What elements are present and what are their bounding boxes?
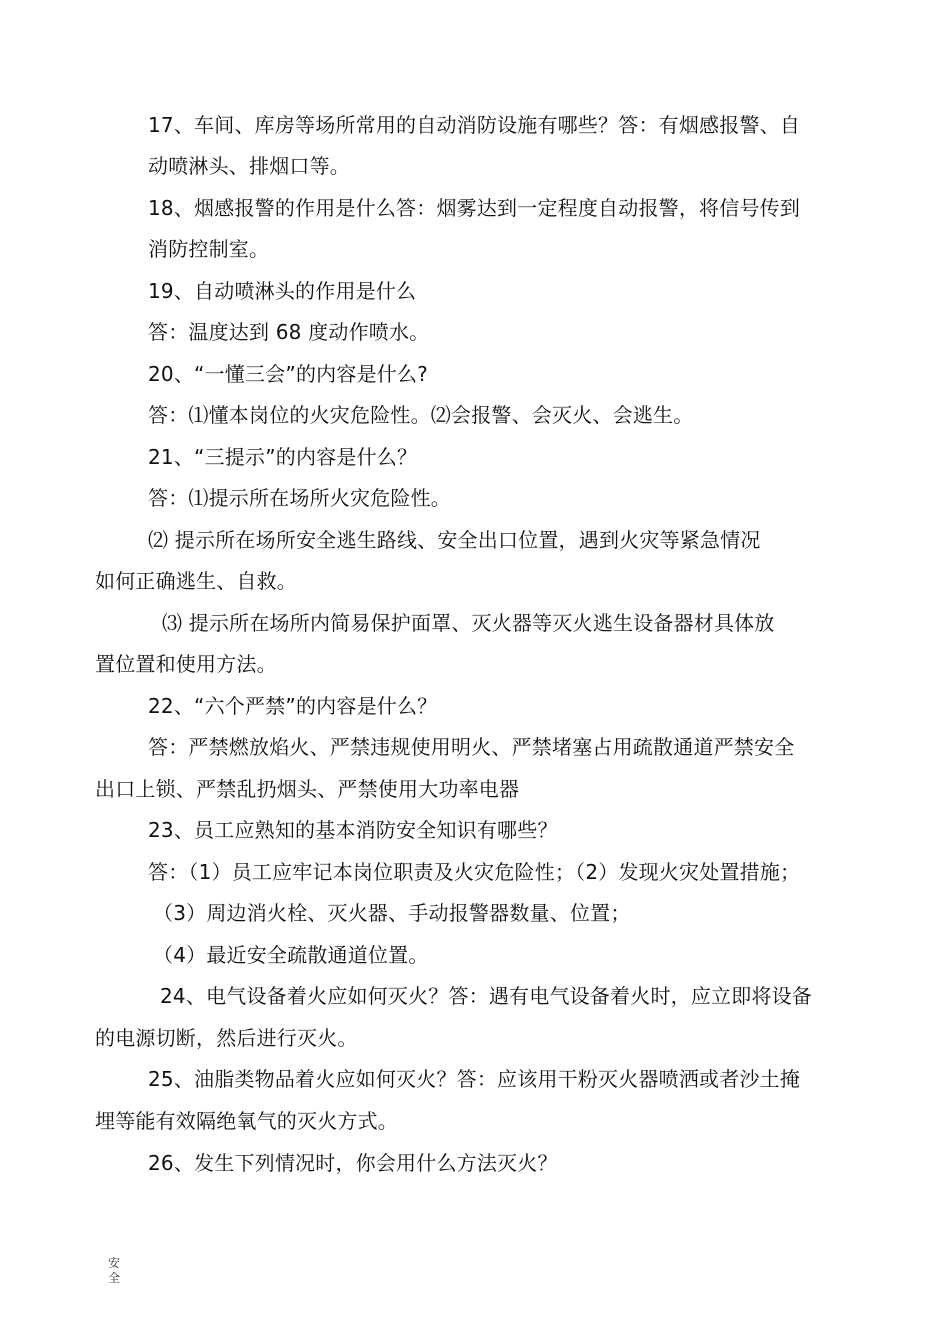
line-1: 17、车间、库房等场所常用的自动消防设施有哪些？答：有烟感报警、自 <box>148 113 801 137</box>
line-12: 如何正确逃生、自救。 <box>95 569 297 593</box>
line-25: 埋等能有效隔绝氧气的灭火方式。 <box>95 1109 398 1133</box>
line-18: 23、员工应熟知的基本消防安全知识有哪些？ <box>148 818 558 842</box>
line-4: 消防控制室。 <box>148 237 270 261</box>
line-19: 答：（1）员工应牢记本岗位职责及火灾危险性；（2）发现火灾处置措施； <box>148 860 801 884</box>
line-21: （4）最近安全疏散通道位置。 <box>153 943 429 967</box>
line-8: 答：⑴懂本岗位的火灾危险性。⑵会报警、会灭火、会逃生。 <box>148 403 694 427</box>
line-2: 动喷淋头、排烟口等。 <box>148 154 350 178</box>
line-24: 25、油脂类物品着火应如何灭火？答：应该用干粉灭火器喷洒或者沙土掩 <box>148 1067 801 1091</box>
line-3: 18、烟感报警的作用是什么答：烟雾达到一定程度自动报警，将信号传到 <box>148 196 801 220</box>
line-7: 20、“一懂三会”的内容是什么? <box>148 362 428 386</box>
line-26: 26、发生下列情况时，你会用什么方法灭火？ <box>148 1151 558 1175</box>
line-5: 19、自动喷淋头的作用是什么 <box>148 279 417 303</box>
page-footer: 安全 <box>108 1256 121 1285</box>
line-17: 出口上锁、严禁乱扔烟头、严禁使用大功率电器 <box>95 777 520 801</box>
line-14: 置位置和使用方法。 <box>95 652 277 676</box>
line-22: 24、电气设备着火应如何灭火？答：遇有电气设备着火时，应立即将设备 <box>160 984 813 1008</box>
line-11: ⑵ 提示所在场所安全逃生路线、安全出口位置，遇到火灾等紧急情况 <box>148 528 761 552</box>
line-16: 答：严禁燃放焰火、严禁违规使用明火、严禁堵塞占用疏散通道严禁安全 <box>148 735 795 759</box>
line-20: （3）周边消火栓、灭火器、手动报警器数量、位置； <box>153 901 631 925</box>
line-6: 答：温度达到 68 度动作喷水。 <box>148 320 430 344</box>
line-15: 22、“六个严禁”的内容是什么？ <box>148 694 438 718</box>
line-13: ⑶ 提示所在场所内简易保护面罩、灭火器等灭火逃生设备器材具体放 <box>162 611 775 635</box>
line-10: 答：⑴提示所在场所火灾危险性。 <box>148 486 451 510</box>
line-9: 21、“三提示”的内容是什么？ <box>148 445 418 469</box>
line-23: 的电源切断，然后进行灭火。 <box>95 1026 358 1050</box>
